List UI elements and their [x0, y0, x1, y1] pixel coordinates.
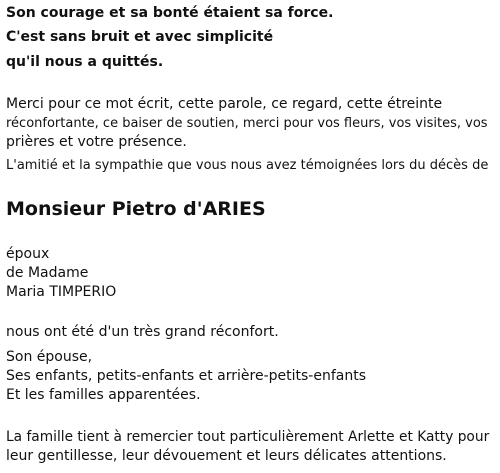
quote-line-3: qu'il nous a quittés.	[6, 54, 164, 70]
spouse-line-2: de Madame	[6, 265, 89, 281]
thanks-line-3: prières et votre présence.	[6, 134, 187, 150]
family-line-1: Son épouse,	[6, 349, 93, 365]
thanks-line-1: Merci pour ce mot écrit, cette parole, ce regard, cette étreinte	[6, 96, 443, 112]
spouse-line-3: Maria TIMPERIO	[6, 284, 117, 300]
comfort-text: nous ont été d'un très grand réconfort.	[6, 324, 279, 340]
family-line-2: Ses enfants, petits-enfants et arrière-petits-enfants	[6, 368, 366, 384]
sympathy-text: L'amitié et la sympathie que vous nous avez témoignées lors du décès de	[6, 158, 489, 173]
quote-line-1: Son courage et sa bonté étaient sa force.	[6, 5, 334, 21]
thanks-line-2: réconfortante, ce baiser de soutien, merci pour vos fleurs, vos visites, vos	[6, 116, 488, 131]
closing-line-1: La famille tient à remercier tout particulièrement Arlette et Katty pour	[6, 429, 490, 445]
deceased-name: Monsieur Pietro d'ARIES	[6, 198, 266, 220]
quote-line-2: C'est sans bruit et avec simplicité	[6, 29, 274, 45]
spouse-line-1: époux	[6, 246, 50, 262]
family-line-3: Et les familles apparentées.	[6, 387, 201, 403]
closing-line-2: leur gentillesse, leur dévouement et leurs délicates attentions.	[6, 448, 447, 464]
